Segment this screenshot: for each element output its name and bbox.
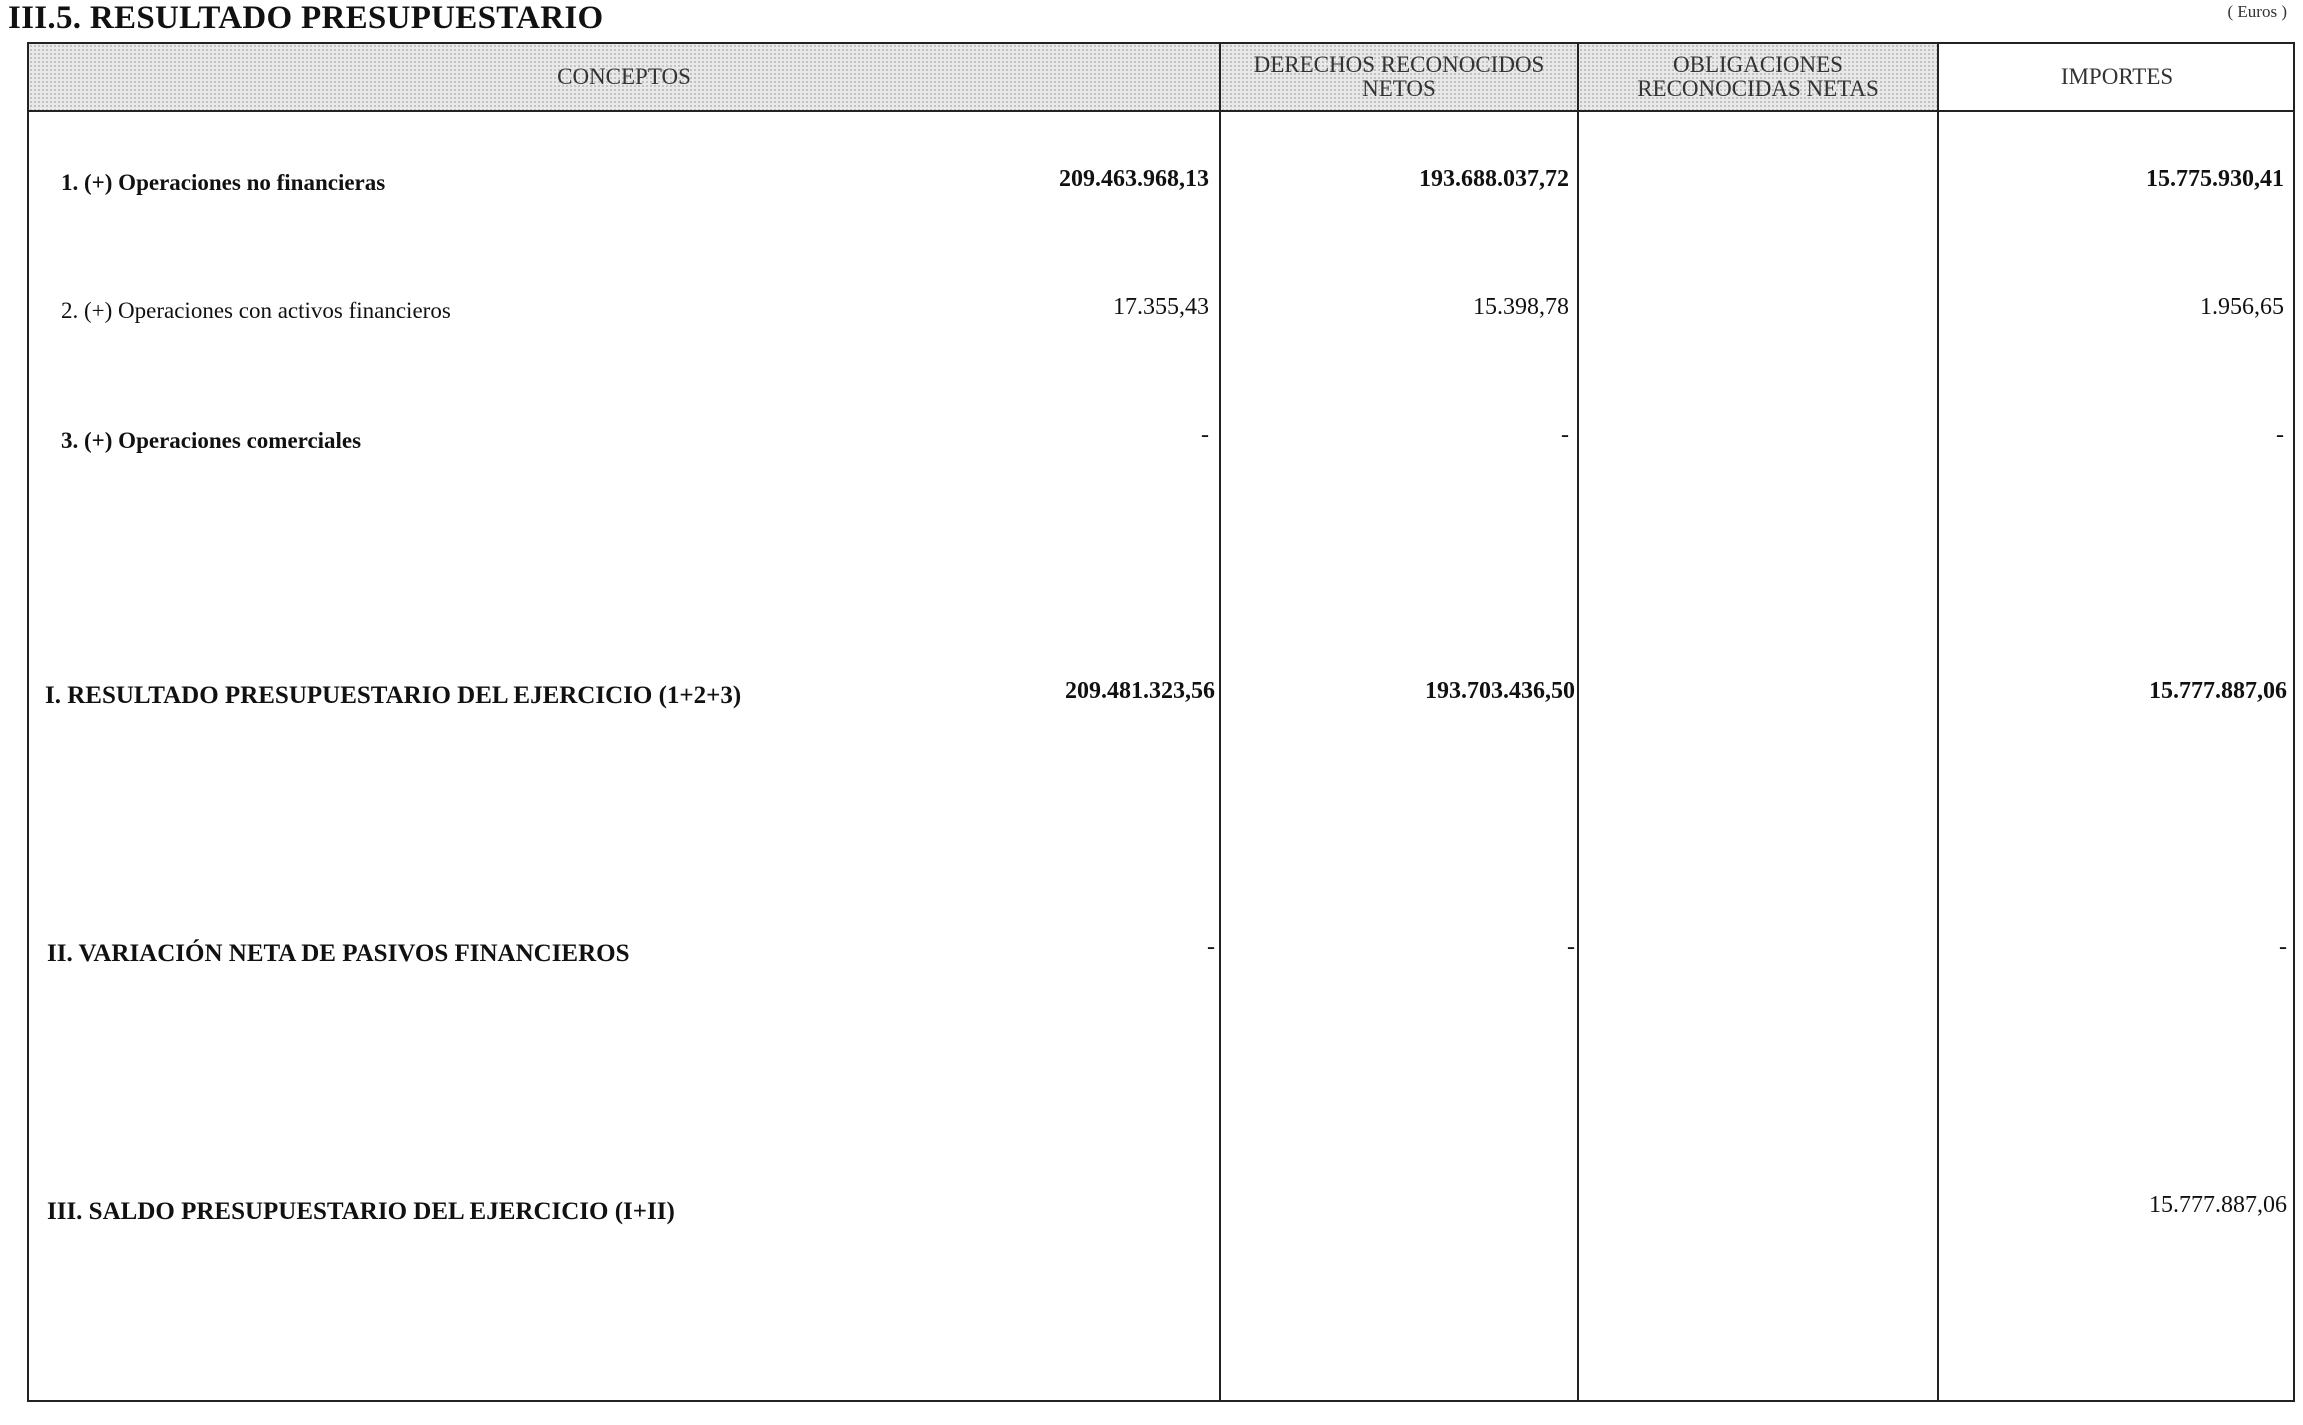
header-importes — [1939, 44, 2295, 110]
row-importes-3: - — [2276, 422, 2284, 448]
row-obligaciones-2: 15.398,78 — [1473, 294, 1569, 320]
resultado-importes: 15.777.887,06 — [2149, 678, 2287, 704]
table-header — [29, 44, 2293, 112]
row-importes-2: 1.956,65 — [2200, 294, 2284, 320]
variacion-importes: - — [2279, 934, 2287, 960]
row-resultado-presupuestario: I. RESULTADO PRESUPUESTARIO DEL EJERCICIO (1+2+3) — [45, 682, 742, 709]
row-derechos-2: 17.355,43 — [1113, 294, 1209, 320]
row-derechos-1: 209.463.968,13 — [1059, 166, 1209, 192]
row-importes-1: 15.775.930,41 — [2146, 166, 2284, 192]
variacion-derechos: - — [1207, 934, 1215, 960]
variacion-obligaciones: - — [1567, 934, 1575, 960]
header-derechos — [1221, 44, 1577, 110]
row-obligaciones-3: - — [1561, 422, 1569, 448]
row-saldo-presupuestario: III. SALDO PRESUPUESTARIO DEL EJERCICIO (I+II) — [47, 1198, 675, 1225]
row-obligaciones-1: 193.688.037,72 — [1419, 166, 1569, 192]
saldo-importes: 15.777.887,06 — [2149, 1192, 2287, 1218]
budget-result-table — [27, 42, 2295, 1402]
resultado-obligaciones: 193.703.436,50 — [1425, 678, 1575, 704]
page-title: III.5. RESULTADO PRESUPUESTARIO — [8, 0, 604, 36]
currency-unit-label: ( Euros ) — [2227, 2, 2287, 21]
header-obligaciones-label: OBLIGACIONES RECONOCIDAS NETAS — [1637, 52, 1879, 101]
resultado-derechos: 209.481.323,56 — [1065, 678, 1215, 704]
header-derechos-label: DERECHOS RECONOCIDOS NETOS — [1253, 52, 1545, 101]
row-concept-1: 1. (+) Operaciones no financieras — [61, 170, 386, 195]
header-conceptos-label: CONCEPTOS — [557, 64, 691, 89]
row-concept-2: 2. (+) Operaciones con activos financieros — [61, 298, 451, 323]
column-divider — [1577, 44, 1579, 1400]
row-concept-3: 3. (+) Operaciones comerciales — [61, 428, 362, 453]
header-conceptos — [29, 44, 1219, 110]
header-obligaciones — [1579, 44, 1937, 110]
header-importes-label: IMPORTES — [2060, 64, 2174, 89]
row-variacion-pasivos: II. VARIACIÓN NETA DE PASIVOS FINANCIEROS — [47, 940, 630, 967]
row-derechos-3: - — [1201, 422, 1209, 448]
column-divider — [1219, 44, 1221, 1400]
